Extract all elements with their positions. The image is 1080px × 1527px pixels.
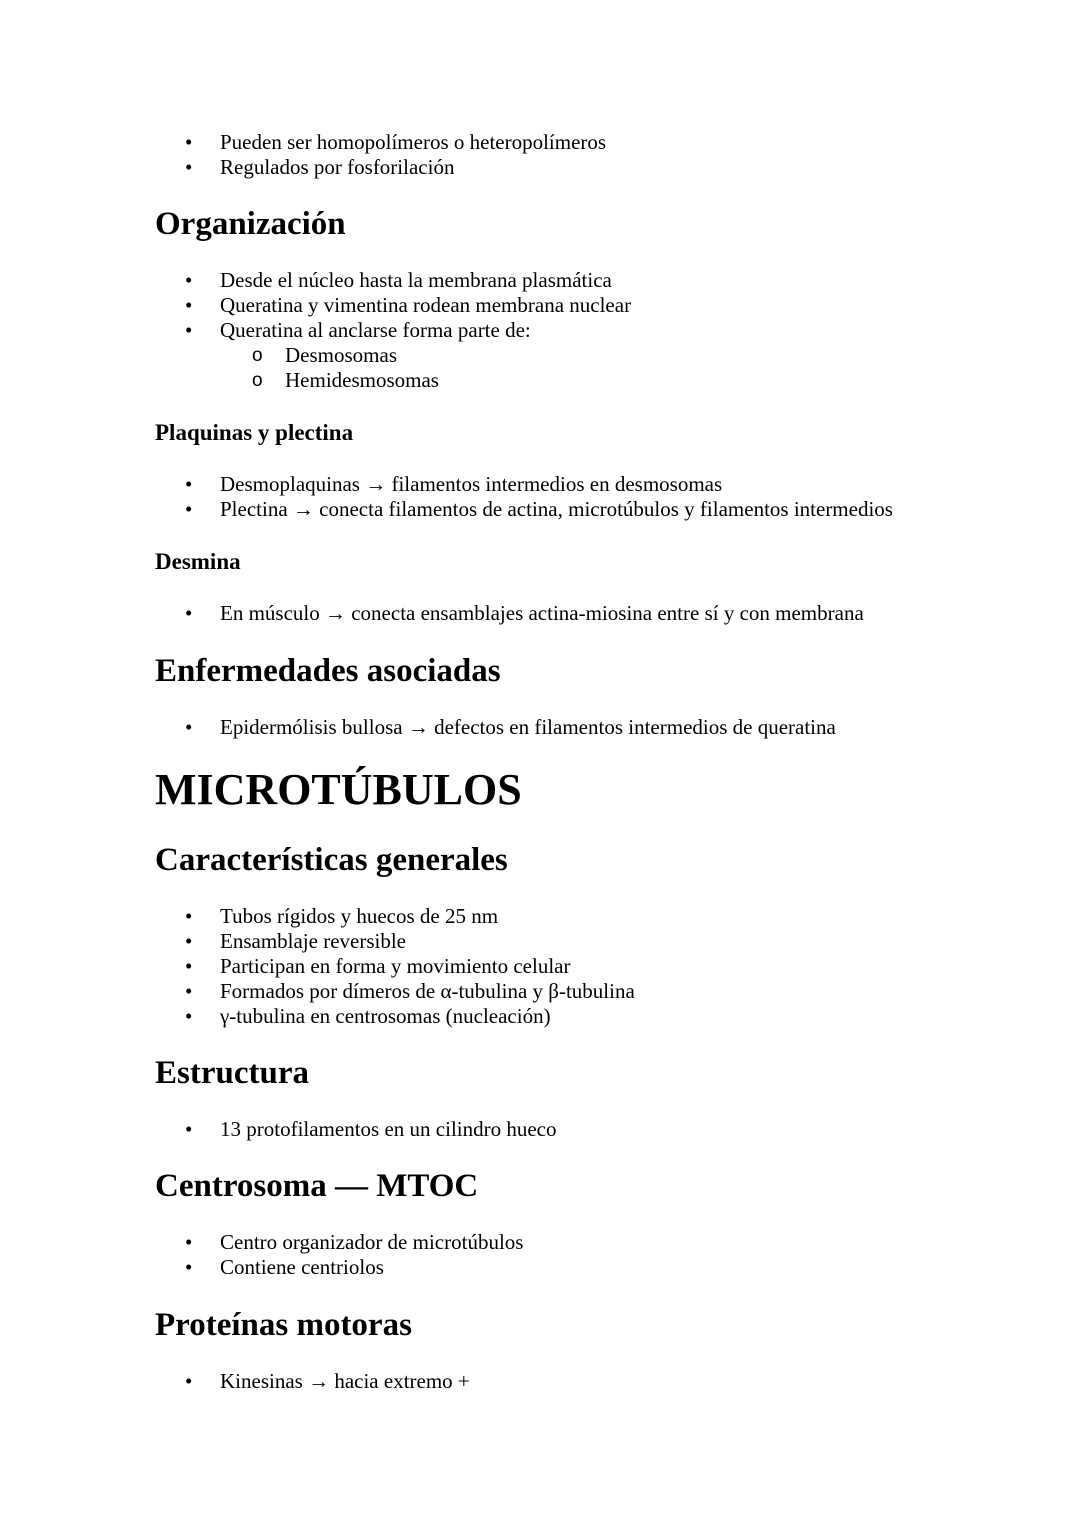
heading-microtubulos: MICROTÚBULOS [155, 765, 522, 814]
sub-list-item: o Hemidesmosomas [252, 368, 439, 392]
list-item: • Desmoplaquinas → filamentos intermedios en desmosomas [185, 472, 723, 496]
enfermedades-list [155, 715, 1040, 740]
list-item: • 13 protofilamentos en un cilindro hueco [185, 1117, 557, 1141]
list-item: • Regulados por fosforilación [185, 155, 455, 179]
list-item: • Epidermólisis bullosa → defectos en filamentos intermedios de queratina [185, 715, 836, 739]
heading-organizacion: Organización [155, 206, 346, 242]
list-item: • En músculo → conecta ensamblajes actina-miosina entre sí y con membrana [185, 601, 864, 625]
list-item: • Formados por dímeros de α-tubulina y β-tubulina [185, 979, 635, 1003]
centrosoma-list [155, 1230, 1040, 1280]
organizacion-list [155, 268, 1040, 393]
sub-list-item: o Desmosomas [252, 343, 397, 367]
list-item: • Pueden ser homopolímeros o heteropolímeros [185, 130, 607, 154]
heading-motoras: Proteínas motoras [155, 1307, 412, 1343]
list-item: • γ-tubulina en centrosomas (nucleación) [185, 1004, 551, 1028]
plaquinas-list [155, 472, 1040, 522]
desmina-list [155, 601, 1040, 626]
list-item: • Kinesinas → hacia extremo + [185, 1369, 470, 1393]
list-item: • Participan en forma y movimiento celular [185, 954, 571, 978]
motoras-list [155, 1369, 1040, 1394]
heading-plaquinas: Plaquinas y plectina [155, 420, 354, 445]
list-item: • Contiene centriolos [185, 1255, 384, 1279]
list-item: • Queratina y vimentina rodean membrana nuclear [185, 293, 632, 317]
top-bullet-list [155, 130, 1040, 180]
heading-desmina: Desmina [155, 549, 241, 574]
list-item: • Desde el núcleo hasta la membrana plasmática [185, 268, 612, 292]
list-item: • Tubos rígidos y huecos de 25 nm [185, 904, 499, 928]
heading-centrosoma: Centrosoma — MTOC [155, 1168, 479, 1204]
heading-enfermedades: Enfermedades asociadas [155, 653, 501, 689]
heading-estructura: Estructura [155, 1055, 309, 1091]
caracteristicas-list [155, 904, 1040, 1029]
list-item: • Plectina → conecta filamentos de actina, microtúbulos y filamentos intermedios [185, 497, 893, 521]
list-item: • Ensamblaje reversible [185, 929, 407, 953]
estructura-list [155, 1117, 1040, 1142]
list-item: • Centro organizador de microtúbulos [185, 1230, 524, 1254]
list-item: • Queratina al anclarse forma parte de: [185, 318, 531, 342]
heading-caracteristicas: Características generales [155, 842, 508, 878]
